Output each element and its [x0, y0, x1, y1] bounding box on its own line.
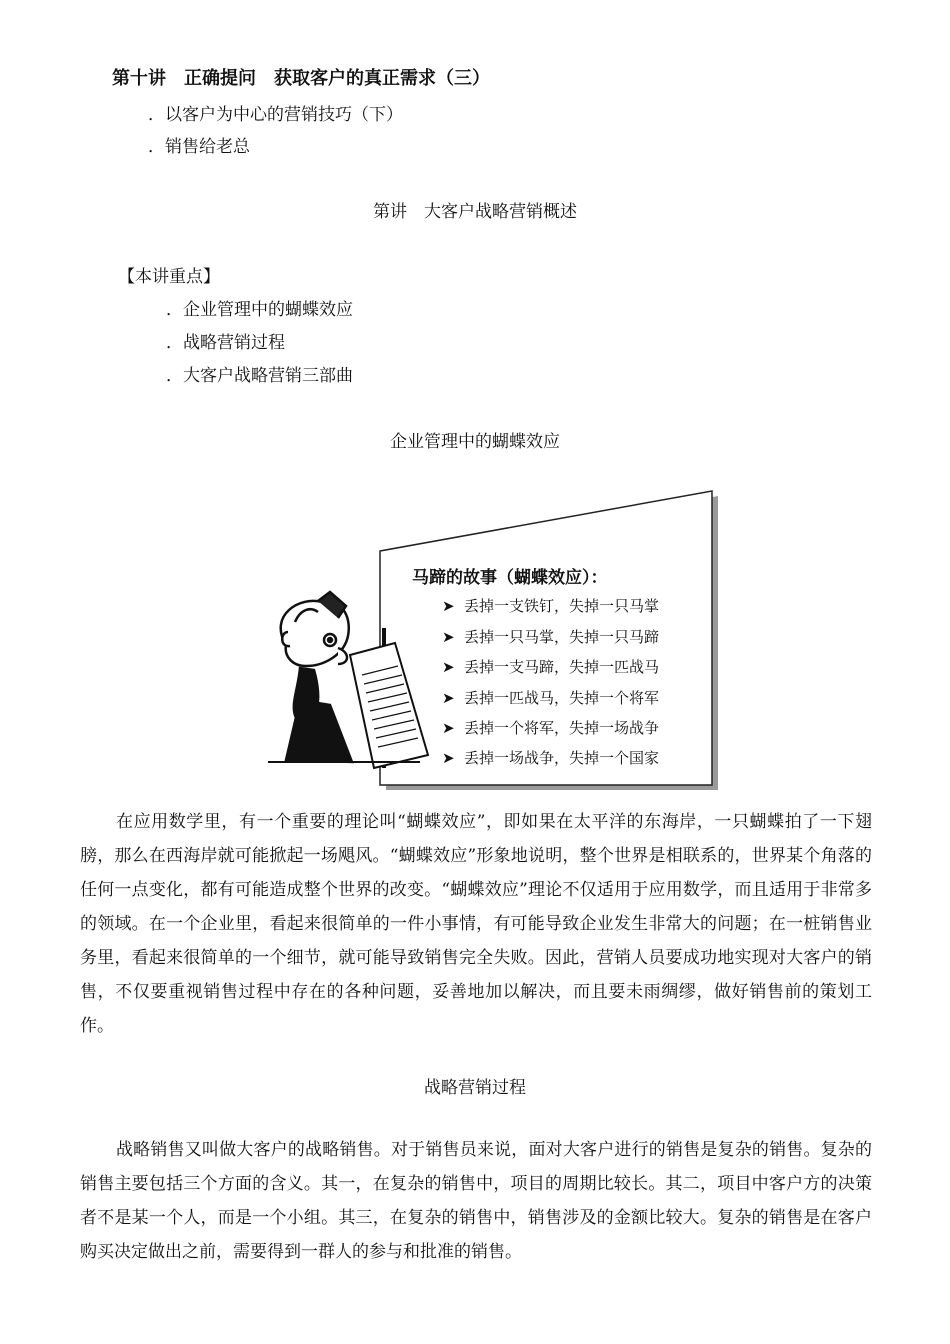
- figure-item-text: 丢掉一匹战马，失掉一个将军: [464, 689, 660, 707]
- figure-title: 马蹄的故事（蝴蝶效应）：: [412, 568, 608, 588]
- figure-item-text: 丢掉一个将军，失掉一场战争: [464, 719, 660, 737]
- arrow-icon: ➤: [442, 719, 455, 737]
- figure-item-6: [442, 747, 659, 768]
- figure-item-2: [442, 626, 659, 647]
- section-title-strategic-process: 战略营销过程: [424, 1078, 526, 1098]
- figure-item-text: 丢掉一场战争，失掉一个国家: [464, 749, 660, 767]
- figure-item-text: 丢掉一支铁钉，失掉一只马掌: [464, 597, 660, 615]
- strategic-process-paragraph: 战略销售又叫做大客户的战略销售。对于销售员来说，面对大客户进行的销售是复杂的销售。复杂的销售主要包括三个方面的含义。其一，在复杂的销售中，项目的周期比较长。其二，项目中客户方的决策者不是某一个人，而是一个小组。其三，在复杂的销售中，销售涉及的金额比较大。复杂的销售是在客户购买决定做出之前，需要得到一群人的参与和批准的销售。: [80, 1140, 872, 1262]
- arrow-icon: ➤: [442, 597, 455, 615]
- key-points-label: 【本讲重点】: [118, 267, 220, 287]
- figure-item-3: [442, 656, 659, 677]
- arrow-icon: ➤: [442, 749, 455, 767]
- heading-bullet-1: ．以客户为中心的营销技巧（下）: [148, 105, 403, 125]
- figure-item-5: [442, 717, 659, 738]
- lecture-heading: 第十讲 正确提问 获取客户的真正需求（三）: [112, 68, 490, 89]
- arrow-icon: ➤: [442, 689, 455, 707]
- arrow-icon: ➤: [442, 628, 455, 646]
- figure-item-text: 丢掉一支马蹄，失掉一匹战马: [464, 658, 660, 676]
- lecture-title: 第讲 大客户战略营销概述: [373, 202, 577, 222]
- butterfly-effect-paragraph: 在应用数学里，有一个重要的理论叫“蝴蝶效应”，即如果在太平洋的东海岸，一只蝴蝶拍了一下翅膀，那么在西海岸就可能掀起一场飓风。“蝴蝶效应”形象地说明，整个世界是相联系的，世界某个角落的任何一点变化，都有可能造成整个世界的改变。“蝴蝶效应”理论不仅适用于应用数学，而且适用于非常多的领域。在一个企业里，看起来很简单的一件小事情，有可能导致企业发生非常大的问题；在一桩销售业务里，看起来很简单的一个细节，就可能导致销售完全失败。因此，营销人员要成功地实现对大客户的销售，不仅要重视销售过程中存在的各种问题，妥善地加以解决，而且要未雨绸缪，做好销售前的策划工作。: [80, 812, 872, 1036]
- figure-item-4: [442, 687, 659, 708]
- section-title-butterfly: 企业管理中的蝴蝶效应: [390, 432, 560, 452]
- arrow-icon: ➤: [442, 658, 455, 676]
- key-point-1: ．企业管理中的蝴蝶效应: [166, 300, 353, 320]
- heading-bullet-2: ．销售给老总: [148, 137, 250, 157]
- key-point-3: ．大客户战略营销三部曲: [166, 366, 353, 386]
- figure-item-text: 丢掉一只马掌，失掉一只马蹄: [464, 628, 660, 646]
- key-point-2: ．战略营销过程: [166, 333, 285, 353]
- figure-item-1: [442, 595, 659, 616]
